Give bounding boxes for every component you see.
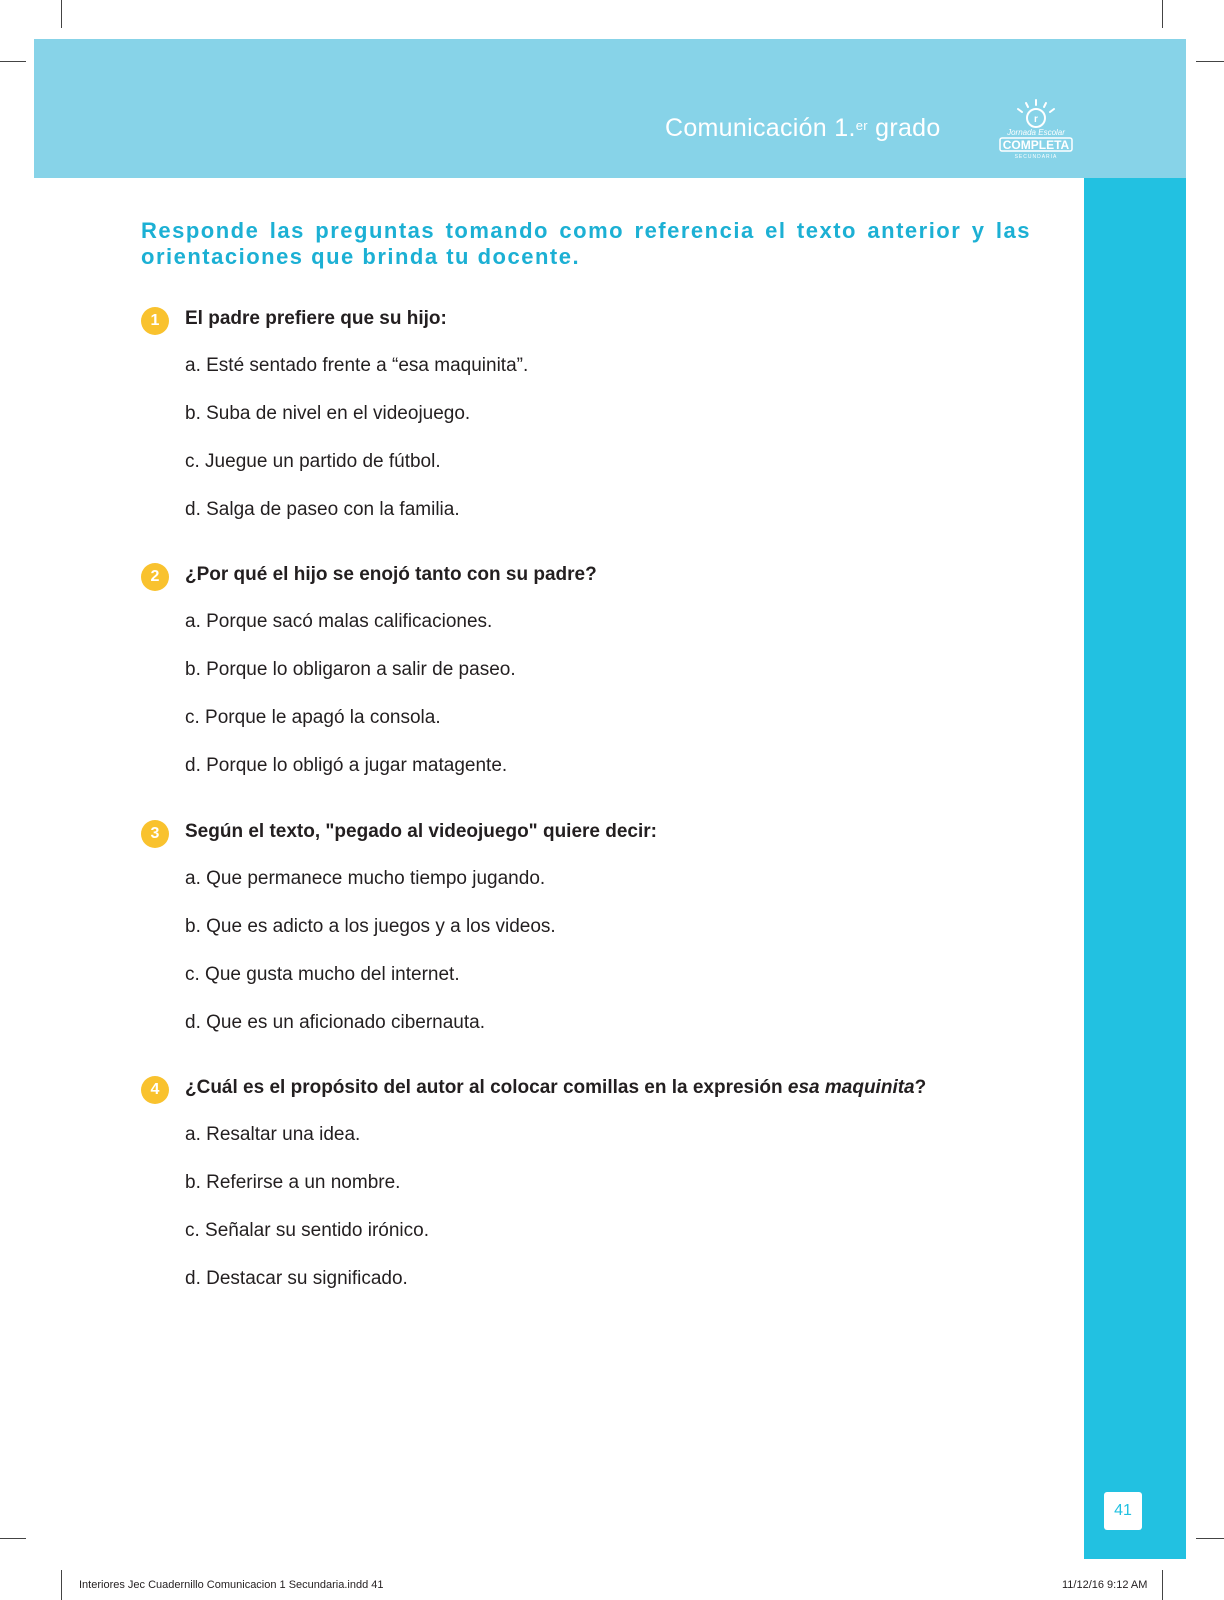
answer-option: d. Que es un aficionado cibernauta. [185, 1012, 485, 1033]
answer-option: b. Porque lo obligaron a salir de paseo. [185, 659, 516, 680]
answer-option: a. Porque sacó malas calificaciones. [185, 611, 493, 632]
svg-text:COMPLETA: COMPLETA [1002, 138, 1070, 152]
answer-option: a. Resaltar una idea. [185, 1124, 361, 1145]
question-number-badge: 1 [141, 307, 169, 335]
question-text: Según el texto, "pegado al videojuego" quiere decir: [185, 821, 657, 842]
answer-option: b. Suba de nivel en el videojuego. [185, 403, 471, 424]
jornada-escolar-completa-logo [996, 98, 1076, 160]
answer-option: c. Juegue un partido de fútbol. [185, 451, 441, 472]
slug-date: 11/12/16 9:12 AM [1062, 1579, 1148, 1591]
subject-title: Comunicación 1.$^{er}$ grado [665, 114, 941, 142]
svg-text:r: r [1034, 114, 1038, 125]
crop-mark [0, 1538, 26, 1539]
crop-mark [1162, 0, 1163, 28]
side-bar [1084, 178, 1186, 1559]
answer-option: a. Que permanece mucho tiempo jugando. [185, 868, 546, 889]
question-text: ¿Cuál es el propósito del autor al colocar comillas en la expresión esa maquinita? [185, 1077, 927, 1098]
instructions-heading: Responde las preguntas tomando como referencia el texto anterior y las orientaciones que brinda tu docente. [141, 218, 1031, 269]
subject-superscript: er [855, 118, 868, 133]
answer-option: d. Salga de paseo con la familia. [185, 499, 460, 520]
question-text: ¿Por qué el hijo se enojó tanto con su padre? [185, 564, 597, 585]
svg-text:Jornada Escolar: Jornada Escolar [1007, 128, 1065, 137]
page-number: 41 [1104, 1492, 1142, 1530]
answer-option: d. Destacar su significado. [185, 1268, 408, 1289]
crop-mark [61, 0, 62, 28]
crop-mark [1162, 1570, 1163, 1600]
answer-option: c. Porque le apagó la consola. [185, 707, 441, 728]
crop-mark [0, 61, 26, 62]
question-number-badge: 2 [141, 563, 169, 591]
answer-option: b. Referirse a un nombre. [185, 1172, 401, 1193]
slug-file-name: Interiores Jec Cuadernillo Comunicacion 1 Secundaria.indd 41 [79, 1579, 384, 1591]
svg-text:SECUNDARIA: SECUNDARIA [1014, 154, 1058, 160]
answer-option: a. Esté sentado frente a “esa maquinita”. [185, 355, 529, 376]
answer-option: c. Señalar su sentido irónico. [185, 1220, 429, 1241]
crop-mark [1196, 1538, 1224, 1539]
answer-option: c. Que gusta mucho del internet. [185, 964, 460, 985]
crop-mark [61, 1570, 62, 1600]
question-number-badge: 4 [141, 1076, 169, 1104]
question-number-badge: 3 [141, 820, 169, 848]
question-text: El padre prefiere que su hijo: [185, 308, 447, 329]
italic-expression: esa maquinita [787, 1077, 915, 1098]
answer-option: d. Porque lo obligó a jugar matagente. [185, 755, 508, 776]
crop-mark [1196, 61, 1224, 62]
answer-option: b. Que es adicto a los juegos y a los videos. [185, 916, 556, 937]
